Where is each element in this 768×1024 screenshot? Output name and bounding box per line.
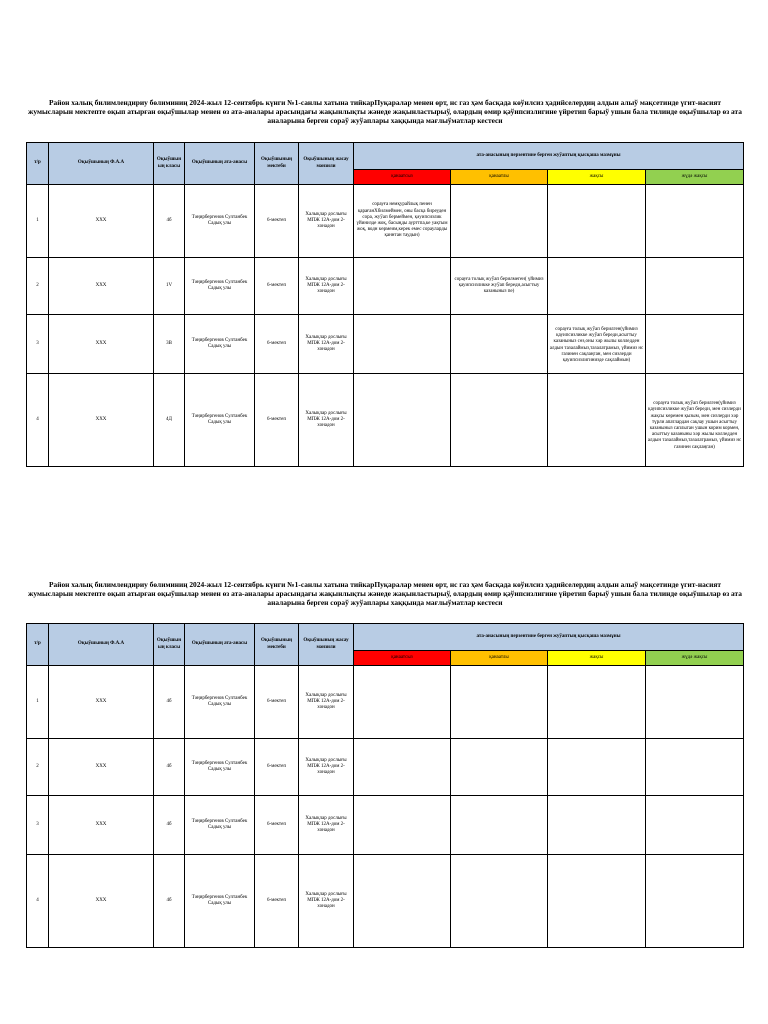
- address: Халықлар дослығы МПЖ 12А-дом 2-хонадон: [299, 796, 354, 855]
- header-address: Оқыўшының жасау мәнзили: [299, 143, 354, 185]
- header-school: Оқыўшының мектеби: [255, 624, 299, 666]
- table-row: [27, 855, 744, 948]
- student-name: ХХХ: [49, 374, 154, 467]
- student-name: ХХХ: [49, 258, 154, 315]
- response-unsatisfactory: [354, 374, 451, 467]
- school: 6-мектеп: [255, 739, 299, 796]
- response-very-good: [646, 796, 744, 855]
- student-class: 4б: [154, 855, 185, 948]
- school: 6-мектеп: [255, 796, 299, 855]
- school: 6-мектеп: [255, 666, 299, 739]
- response-good: [548, 258, 646, 315]
- rating-very-good: жүдә жақсы: [646, 170, 744, 185]
- school: 6-мектеп: [255, 855, 299, 948]
- student-class: 4б: [154, 666, 185, 739]
- parent-name: Тәңирбергенов Султанбек Садық улы: [185, 739, 255, 796]
- row-num: 3: [27, 796, 49, 855]
- header-parent: Оқыўшының ата-анасы: [185, 143, 255, 185]
- table-row: [27, 374, 744, 467]
- address: Халықлар дослығы МПЖ 12А-дом 2-хонадон: [299, 185, 354, 258]
- response-good: [548, 185, 646, 258]
- address: Халықлар дослығы МПЖ 12А-дом 2-хонадон: [299, 315, 354, 374]
- response-satisfactory: [451, 855, 548, 948]
- response-very-good: [646, 185, 744, 258]
- response-very-good: [646, 666, 744, 739]
- response-good: [548, 739, 646, 796]
- header-address: Оқыўшының жасау мәнзили: [299, 624, 354, 666]
- survey-table: [26, 623, 744, 948]
- student-class: 4Д: [154, 374, 185, 467]
- table-row: [27, 258, 744, 315]
- response-good: [548, 666, 646, 739]
- parent-name: Тәңирбергенов Султанбек Садық улы: [185, 666, 255, 739]
- response-satisfactory: [451, 374, 548, 467]
- address: Халықлар дослығы МПЖ 12А-дом 2-хонадон: [299, 374, 354, 467]
- rating-good: жақсы: [548, 170, 646, 185]
- header-num: т/р: [27, 624, 49, 666]
- header-school: Оқыўшының мектеби: [255, 143, 299, 185]
- response-satisfactory: [451, 185, 548, 258]
- parent-name: Тәңирбергенов Султанбек Садық улы: [185, 855, 255, 948]
- table-row: [27, 315, 744, 374]
- response-very-good: [646, 315, 744, 374]
- document-title: Район халық билимлендириу бөлиминиң 2024-жыл 12-сентябрь күнги №1-санлы хатына тийкарПуқаралар менен өрт, нс газ ҳәм басқада көўилсиз ҳадийселердиң алдын алыў мақсетинде үгит-насият жумысларын мектепте оқып атырған оқыўшылар менен өз ата-аналары арасындағы жақынлықты жәнеде жақынластырыў, олардың өмир қәўипсизлигине үйретип барыў ушын бала тилинде оқыўшылар өз ата аналарына берген сораў жуўаплары хаққында мағлыўматлар кестеси: [28, 580, 742, 607]
- response-satisfactory: [451, 796, 548, 855]
- response-good: [548, 796, 646, 855]
- student-class: 3В: [154, 315, 185, 374]
- student-name: ХХХ: [49, 796, 154, 855]
- rating-satisfactory: қанаатлы: [451, 651, 548, 666]
- parent-name: Тәңирбергенов Султанбек Садық улы: [185, 796, 255, 855]
- parent-name: Тәңирбергенов Султанбек Садық улы: [185, 374, 255, 467]
- student-name: ХХХ: [49, 666, 154, 739]
- response-unsatisfactory: [354, 739, 451, 796]
- header-parent: Оқыўшының ата-анасы: [185, 624, 255, 666]
- row-num: 3: [27, 315, 49, 374]
- document-title: Район халық билимлендириу бөлиминиң 2024-жыл 12-сентябрь күнги №1-санлы хатына тийкарПуқаралар менен өрт, нс газ ҳәм басқада көўилсиз ҳадийселердиң алдын алыў мақсетинде үгит-насият жумысларын мектепте оқып атырған оқыўшылар менен өз ата-аналары арасындағы жақынлықты жәнеде жақынластырыў, олардың өмир қәўипсизлигине үйретип барыў ушын бала тилинде оқыўшылар өз ата аналарына берген сораў жуўаплары хаққында мағлыўматлар кестеси: [28, 98, 742, 125]
- response-unsatisfactory: [354, 258, 451, 315]
- student-class: 1V: [154, 258, 185, 315]
- student-class: 4б: [154, 185, 185, 258]
- header-name: Оқыўшының Ф.А.А: [49, 143, 154, 185]
- parent-name: Тәңирбергенов Султанбек Садық улы: [185, 315, 255, 374]
- address: Халықлар дослығы МПЖ 12А-дом 2-хонадон: [299, 666, 354, 739]
- response-unsatisfactory: [354, 796, 451, 855]
- survey-table: [26, 142, 744, 467]
- response-satisfactory: [451, 739, 548, 796]
- response-satisfactory: [451, 666, 548, 739]
- address: Халықлар дослығы МПЖ 12А-дом 2-хонадон: [299, 258, 354, 315]
- school: 6-мектеп: [255, 315, 299, 374]
- header-class: Оқыўшының класы: [154, 143, 185, 185]
- row-num: 1: [27, 185, 49, 258]
- response-good: сорауға толық жуўап берилген(үйимиз қауипсизликке жуўап береди,асыгтыу казаныныз сөз,оны хәр жылы колледден алдын тазалаймыз,тазалатрамыз, үйимиз нс газинен сақлаңган, мен сизлерди қауипсизлигинизде сақлаймын): [548, 315, 646, 374]
- header-response-group: ата-анасының перзентине берген жуўаптың қысқаша мазмұны: [354, 624, 744, 651]
- school: 6-мектеп: [255, 374, 299, 467]
- header-num: т/р: [27, 143, 49, 185]
- parent-name: Тәңирбергенов Султанбек Садық улы: [185, 258, 255, 315]
- student-class: 4б: [154, 739, 185, 796]
- student-class: 4б: [154, 796, 185, 855]
- rating-very-good: жүдә жақсы: [646, 651, 744, 666]
- school: 6-мектеп: [255, 258, 299, 315]
- row-num: 4: [27, 855, 49, 948]
- rating-good: жақсы: [548, 651, 646, 666]
- response-satisfactory: [451, 315, 548, 374]
- row-num: 2: [27, 258, 49, 315]
- table-row: [27, 796, 744, 855]
- response-very-good: [646, 258, 744, 315]
- row-num: 4: [27, 374, 49, 467]
- address: Халықлар дослығы МПЖ 12А-дом 2-хонадон: [299, 855, 354, 948]
- header-response-group: ата-анасының перзентине берген жуўаптың қысқаша мазмұны: [354, 143, 744, 170]
- row-num: 1: [27, 666, 49, 739]
- student-name: ХХХ: [49, 855, 154, 948]
- response-very-good: [646, 855, 744, 948]
- rating-unsatisfactory: қанаатсыз: [354, 170, 451, 185]
- header-name: Оқыўшының Ф.А.А: [49, 624, 154, 666]
- response-unsatisfactory: [354, 666, 451, 739]
- student-name: ХХХ: [49, 315, 154, 374]
- response-good: [548, 374, 646, 467]
- rating-unsatisfactory: қанаатсыз: [354, 651, 451, 666]
- response-unsatisfactory: [354, 855, 451, 948]
- response-unsatisfactory: сорауға немқурайлық пенен қарағанХбилмеймен, оны басқа биреуден сора, жуўап бермеймен, қәуипсизлик үйинизде жоқ, басыңды аурттпа,ке уақтым жоқ, водн көрмеим,керек емес сорауларды қаннтан таудын): [354, 185, 451, 258]
- table-row: [27, 666, 744, 739]
- response-satisfactory: сорауға толық жуўап берилмеген( үйимиз қауипсизликке жуўап береди,асыгтыу казаныныз пе): [451, 258, 548, 315]
- student-name: ХХХ: [49, 739, 154, 796]
- parent-name: Тәңирбергенов Султанбек Садық улы: [185, 185, 255, 258]
- response-very-good: [646, 739, 744, 796]
- school: 6-мектеп: [255, 185, 299, 258]
- rating-satisfactory: қанаатлы: [451, 170, 548, 185]
- student-name: ХХХ: [49, 185, 154, 258]
- table-row: [27, 185, 744, 258]
- response-good: [548, 855, 646, 948]
- row-num: 2: [27, 739, 49, 796]
- table-row: [27, 739, 744, 796]
- response-unsatisfactory: [354, 315, 451, 374]
- address: Халықлар дослығы МПЖ 12А-дом 2-хонадон: [299, 739, 354, 796]
- response-very-good: сорауға толық жуўап берилген(үйимиз қауипсизликке жуўап береди, мен сизлерди жақсы көремен қызым, мен сизлерди хәр түрли апатлардан сақлау ушын асыгтыу казаныныз саплыган ушын корим кормен, асыгтыу казаныны хәр жылы колледден алдын тазалаймыз,тазалатрамыз, үйимиз нс газинен сақлаңган): [646, 374, 744, 467]
- header-class: Оқыўшының класы: [154, 624, 185, 666]
